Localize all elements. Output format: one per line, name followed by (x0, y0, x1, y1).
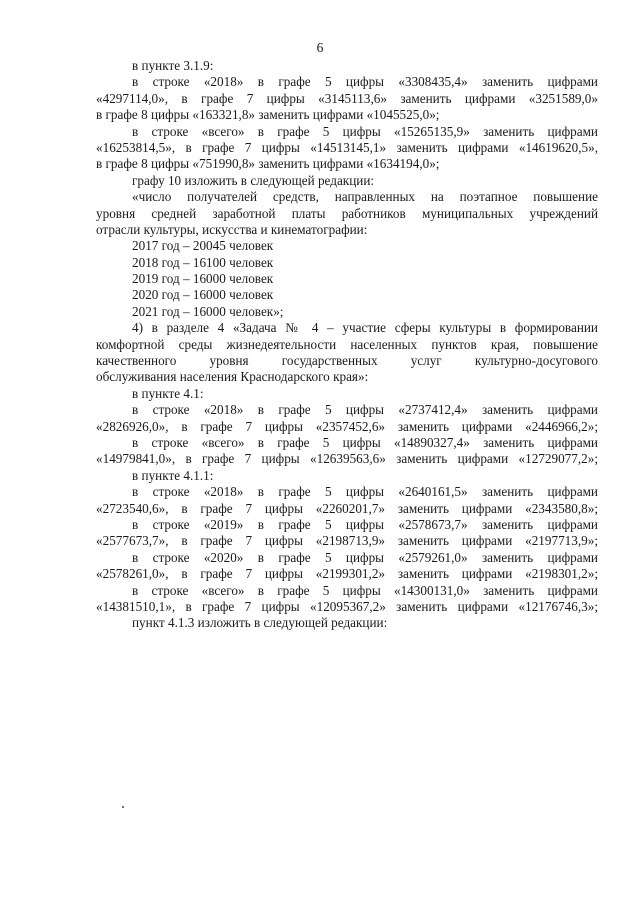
text-line: уровня средней заработной платы работников муниципальных учреждений (96, 205, 598, 221)
text-line: в пункте 3.1.9: (132, 58, 214, 73)
text-line: отрасли культуры, искусства и кинематографии: (96, 221, 368, 237)
text-line: «16253814,5», в графе 7 цифры «14513145,1» заменить цифрами «14619620,5», (96, 139, 598, 155)
text-line: в строке «2018» в графе 5 цифры «3308435,4» заменить цифрами (132, 74, 598, 90)
text-line: 2017 год – 20045 человек (132, 238, 274, 254)
text-line: в строке «всего» в графе 5 цифры «15265135,9» заменить цифрами (132, 123, 598, 139)
text-line: «2723540,6», в графе 7 цифры «2260201,7» заменить цифрами «2343580,8»; (96, 500, 598, 516)
page-number: 6 (316, 40, 324, 55)
text-line: в строке «2018» в графе 5 цифры «2640161,5» заменить цифрами (132, 484, 598, 500)
text-line: 2020 год – 16000 человек (132, 287, 274, 303)
text-line: в пункте 4.1.1: (132, 467, 214, 483)
text-line: качественного уровня государственных услуг культурно-досугового (96, 353, 598, 369)
text-line: в строке «всего» в графе 5 цифры «14890327,4» заменить цифрами (132, 434, 598, 450)
text-line: в строке «всего» в графе 5 цифры «14300131,0» заменить цифрами (132, 582, 598, 598)
text-line: 2021 год – 16000 человек»; (132, 303, 284, 319)
text-line: графу 10 изложить в следующей редакции: (132, 172, 375, 188)
document-body (96, 58, 598, 632)
text-line: в строке «2020» в графе 5 цифры «2579261,0» заменить цифрами (132, 549, 598, 565)
text-line: в графе 8 цифры «751990,8» заменить цифрами «1634194,0»; (96, 156, 440, 172)
text-line: «2578261,0», в графе 7 цифры «2199301,2» заменить цифрами «2198301,2»; (96, 566, 598, 582)
text-line: «14381510,1», в графе 7 цифры «12095367,2» заменить цифрами «12176746,3»; (96, 598, 598, 614)
text-line: в графе 8 цифры «163321,8» заменить цифрами «1045525,0»; (96, 107, 440, 123)
text-line: 2019 год – 16000 человек (132, 271, 274, 287)
text-line: «число получателей средств, направленных на поэтапное повышение (132, 189, 598, 205)
text-line: в пункте 4.1: (132, 385, 204, 401)
text-line: 4) в разделе 4 «Задача № 4 – участие сферы культуры в формировании (132, 320, 598, 336)
text-line: обслуживания населения Краснодарского края»: (96, 369, 369, 385)
text-line: в строке «2019» в графе 5 цифры «2578673,7» заменить цифрами (132, 516, 598, 532)
text-line: «4297114,0», в графе 7 цифры «3145113,6» заменить цифрами «3251589,0» (96, 90, 598, 106)
scan-speck (122, 806, 124, 808)
text-line: комфортной среды жизнедеятельности населенных пунктов края, повышение (96, 336, 598, 352)
text-line: 2018 год – 16100 человек (132, 254, 274, 270)
text-line: «2577673,7», в графе 7 цифры «2198713,9» заменить цифрами «2197713,9»; (96, 533, 598, 549)
text-line: пункт 4.1.3 изложить в следующей редакции: (132, 615, 388, 631)
text-line: «14979841,0», в графе 7 цифры «12639563,6» заменить цифрами «12729077,2»; (96, 451, 598, 467)
text-line: «2826926,0», в графе 7 цифры «2357452,6» заменить цифрами «2446966,2»; (96, 418, 598, 434)
text-line: в строке «2018» в графе 5 цифры «2737412,4» заменить цифрами (132, 402, 598, 418)
